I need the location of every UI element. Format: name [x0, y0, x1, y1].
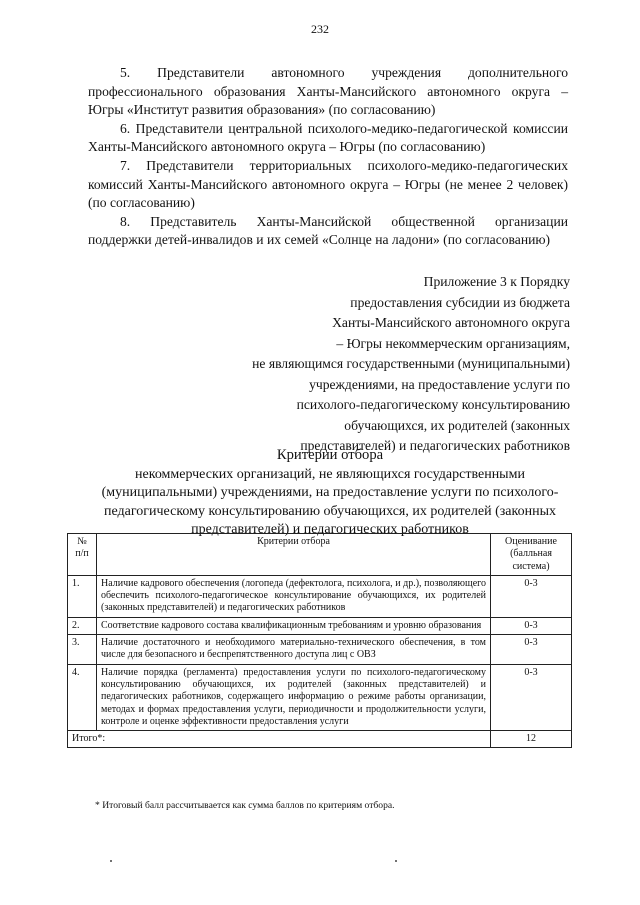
annex-line: учреждениями, на предоставление услуги по: [309, 376, 570, 392]
list-item: 8. Представитель Ханты-Мансийской общественной организации поддержки детей-инвалидов и их семей «Солнце на ладони» (по согласованию): [88, 213, 568, 248]
annex-heading: [190, 272, 570, 457]
document-title: [95, 446, 565, 540]
annex-line: предоставления субсидии из бюджета: [350, 294, 570, 310]
annex-line: обучающихся, их родителей (законных: [344, 417, 570, 433]
title-line-main: Критерии отбора: [276, 447, 384, 463]
footnote: * Итоговый балл рассчитывается как сумма баллов по критериям отбора.: [95, 800, 395, 811]
annex-line: не являющимся государственными (муниципальными): [252, 356, 570, 371]
table-row: [68, 635, 572, 665]
header-num: № п/п: [68, 534, 97, 576]
scan-speck: [110, 860, 112, 862]
table-row: [68, 575, 572, 617]
annex-line: Ханты-Мансийского автономного округа: [332, 315, 570, 330]
table-row: [68, 664, 572, 730]
table-header-row: [68, 534, 572, 576]
header-score: Оценивание (балльная система): [491, 534, 572, 576]
row-score: 0-3: [491, 575, 572, 617]
row-score: 0-3: [491, 635, 572, 665]
title-line-sub: некоммерческих организаций, не являющихся государственными (муниципальными) учреждениями, на предоставление услуги по психолого-педагогическому консультированию обучающихся, их родителей (законных представителей) и педагогических работников: [101, 466, 559, 537]
annex-line: – Югры некоммерческим организациям,: [336, 335, 570, 351]
list-item: 5. Представители автономного учреждения дополнительного профессионального образования Ханты-Мансийского автономного округа – Югры «Институт развития образования» (по согласованию): [88, 65, 568, 118]
criteria-table: [67, 533, 572, 748]
row-num: 4.: [68, 664, 97, 730]
list-item: 7. Представители территориальных психолого-медико-педагогических комиссий Ханты-Мансийского автономного округа – Югры (не менее 2 человек) (по согласованию): [88, 157, 568, 211]
annex-line: Приложение 3 к Порядку: [423, 274, 570, 289]
row-criterion: Наличие порядка (регламента) предоставления услуги по психолого-педагогическому консультированию обучающихся, их родителей (законных представителей) и педагогических работников, содержащего информацию о режиме работы организации, методах и формах предоставления услуги, периодичности и продолжительности услуги, контроле и оценке эффективности предоставления услуги: [97, 664, 491, 730]
scan-speck: [395, 860, 397, 862]
table-total-row: [68, 731, 572, 748]
row-num: 2.: [68, 617, 97, 634]
row-score: 0-3: [491, 617, 572, 634]
row-num: 3.: [68, 635, 97, 665]
table-row: [68, 617, 572, 634]
header-criteria: Критерии отбора: [97, 534, 491, 576]
row-criterion: Соответствие кадрового состава квалификационным требованиям и уровню образования: [97, 617, 491, 634]
total-label: Итого*:: [68, 731, 491, 748]
total-value: 12: [491, 731, 572, 748]
row-criterion: Наличие кадрового обеспечения (логопеда (дефектолога, психолога, и др.), позволяющего обеспечить психолого-педагогическое консультирование обучающихся, их родителей (законных представителей) и педагогических работников: [97, 575, 491, 617]
list-item: 6. Представители центральной психолого-медико-педагогической комиссии Ханты-Мансийского автономного округа – Югры (по согласованию): [88, 120, 568, 155]
row-score: 0-3: [491, 664, 572, 730]
row-criterion: Наличие достаточного и необходимого материально-технического обеспечения, в том числе для безопасного и беспрепятственного доступа лиц с ОВЗ: [97, 635, 491, 665]
annex-line: психолого-педагогическому консультированию: [296, 397, 570, 412]
page-number: 232: [311, 22, 329, 36]
row-num: 1.: [68, 575, 97, 617]
annex-line: представителей) и педагогических работников: [300, 438, 570, 453]
commission-members-list: [88, 64, 568, 250]
